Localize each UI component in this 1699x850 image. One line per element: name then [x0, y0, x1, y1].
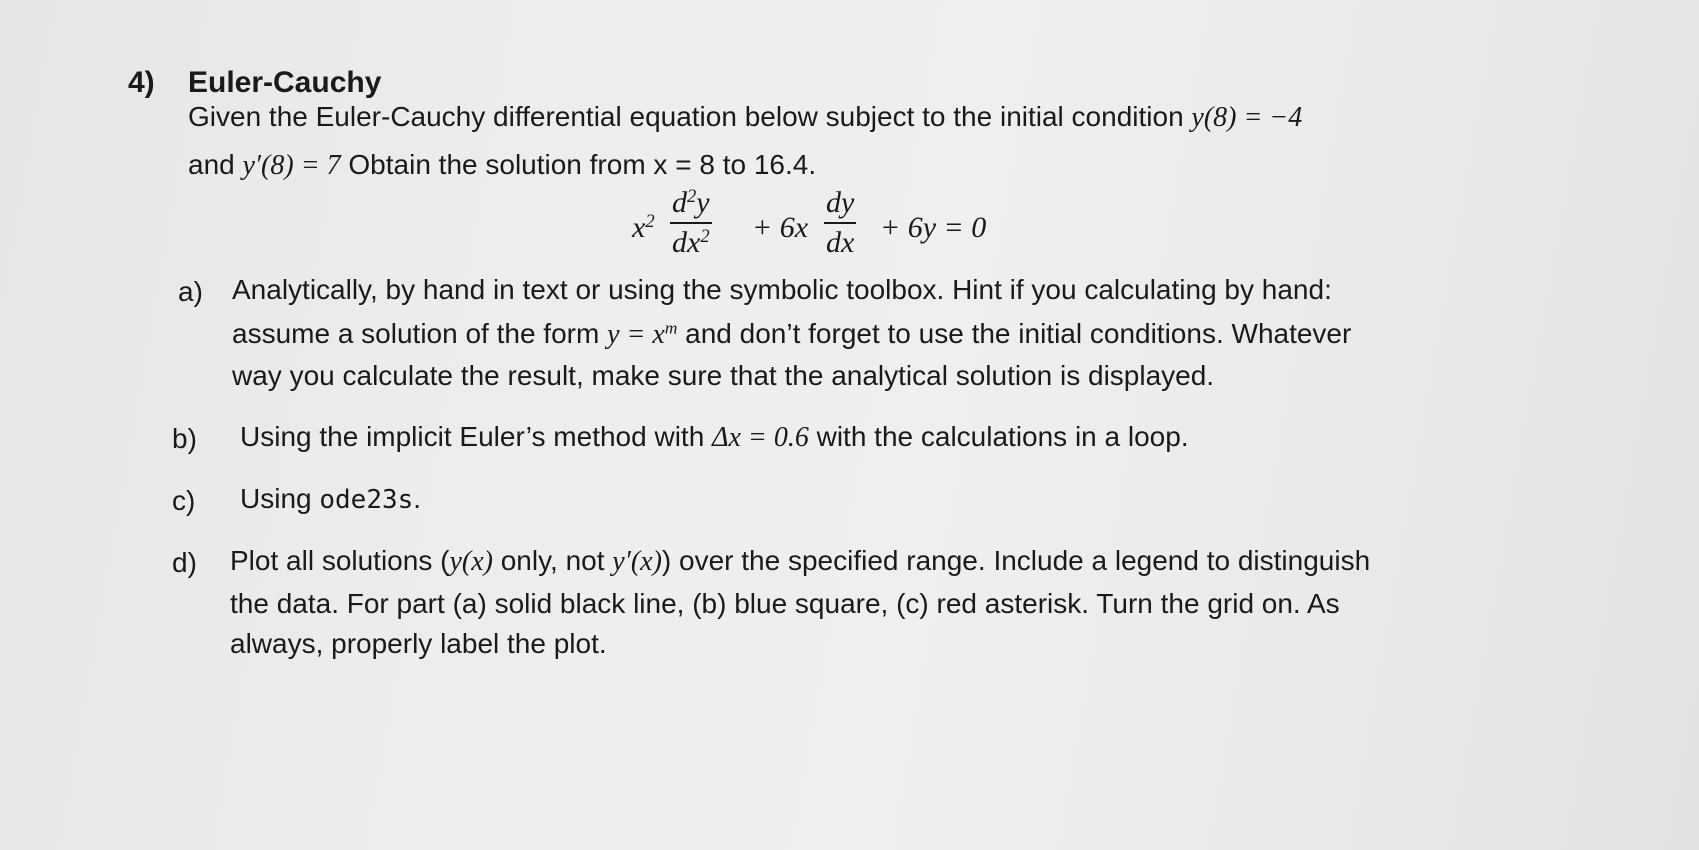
question-title: Euler-Cauchy: [188, 66, 382, 99]
eq-first-derivative: dy dx: [826, 186, 855, 259]
eq-tail-term: + 6y = 0: [880, 211, 987, 244]
intro-line-1: [188, 103, 1302, 132]
trial-solution: $y = x^m$: [607, 318, 678, 350]
initial-condition-yprime: y′(8) = 7: [242, 150, 341, 181]
eq-x-squared: $x^2$: [632, 210, 655, 244]
part-a-label: a): [178, 276, 203, 307]
part-d-line-2: the data. For part (a) solid black line, (b) blue square, (c) red asterisk. Turn the grid on. As: [230, 588, 1340, 619]
intro-and: and: [188, 149, 243, 180]
part-d-line-3: always, properly label the plot.: [230, 628, 607, 659]
part-a-line-1: Analytically, by hand in text or using the symbolic toolbox. Hint if you calculating by hand:: [232, 274, 1332, 305]
intro-text-1: Given the Euler-Cauchy differential equation below subject to the initial condition: [188, 101, 1192, 132]
eq-middle-term: + 6x: [752, 211, 809, 244]
part-b-text: Using the implicit Euler’s method with Δx = 0.6 with the calculations in a loop.: [240, 421, 1189, 453]
part-c-label: c): [172, 485, 196, 516]
part-d-line-1: Plot all solutions (y(x) only, not y′(x)) over the specified range. Include a legend to distinguish: [230, 545, 1371, 577]
ode23s-code: ode23s: [319, 485, 414, 515]
initial-condition-y: y(8) = −4: [1191, 102, 1303, 133]
differential-equation: [632, 184, 1012, 274]
part-a-line-2: assume a solution of the form $y = x^m$ and don’t forget to use the initial conditions. Whatever: [232, 318, 1352, 350]
part-c-text: Using ode23s.: [240, 483, 422, 515]
intro-line-2: [188, 151, 816, 180]
part-b-label: b): [172, 423, 197, 454]
question-number: 4): [128, 66, 155, 99]
eq-second-derivative: $d^2y$ $dx^2$: [672, 185, 710, 259]
part-a-line-3: way you calculate the result, make sure that the analytical solution is displayed.: [232, 360, 1215, 391]
intro-text-2: Obtain the solution from x = 8 to 16.4.: [340, 149, 817, 180]
part-d-label: d): [172, 547, 197, 578]
step-size: Δx = 0.6: [712, 422, 809, 453]
